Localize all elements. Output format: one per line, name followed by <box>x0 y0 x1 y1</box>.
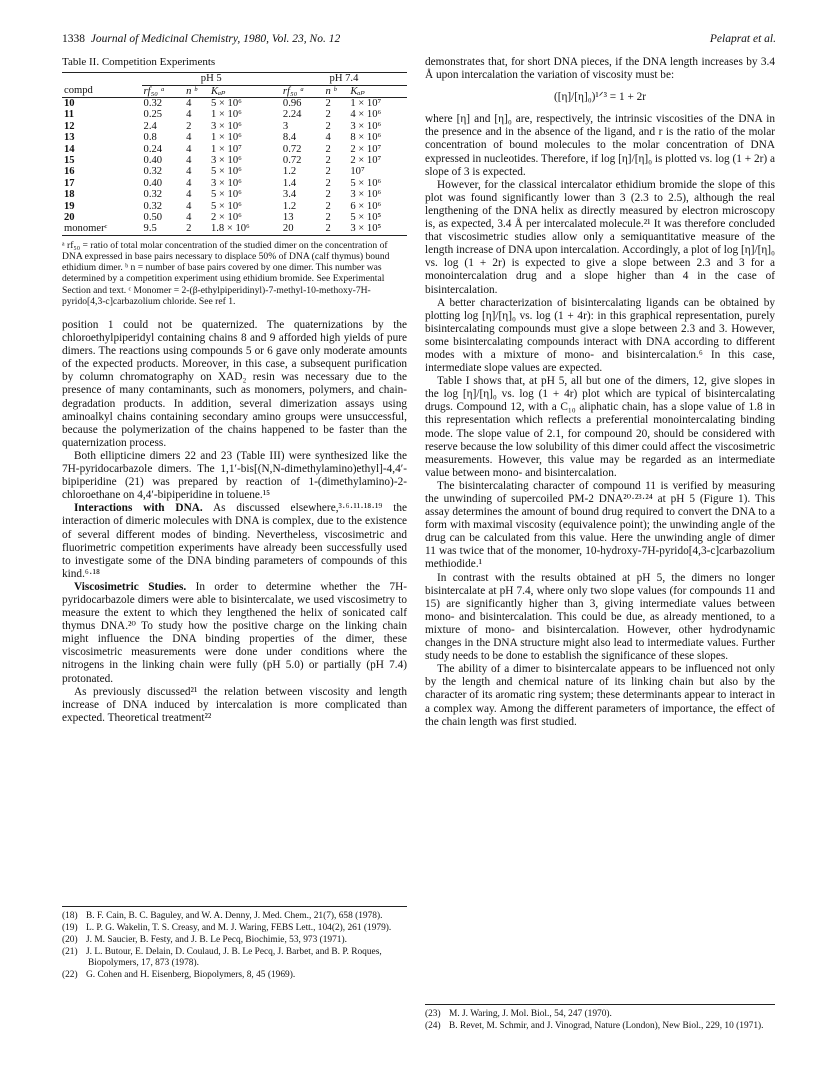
reference-number: (19) <box>62 923 78 933</box>
table-footnote: ᵃ rf₅₀ = ratio of total molar concentration of the studied dimer on the concentration of DNA expressed in base pairs necessary to displace 50% of DNA (calf thymus) bound ethidium dimer. ᵇ n = number of base pairs covered by one dimer. This number was determined by a competition experiment using ethidium bromide. See Experimental Section and text. ᶜ Monomer = 2-(β-ethylpiperidinyl)-7-methyl-10-methoxy-7H-pyrido[4,3-c]carbazolium chloride. See ref 1. <box>62 239 390 307</box>
table-cell-n7: 2 <box>325 189 331 201</box>
references-left <box>62 906 407 982</box>
table-cell-rf7: 0.72 <box>282 143 302 155</box>
right-paragraph-6: The bisintercalating character of compound 11 is verified by measuring the unwinding of supercoiled PM-2 DNA²⁰·²³·²⁴ at pH 5 (Figure 1). This assay determines the amount of bound drug required to convert the DNA to a form with maximal viscosity (equivalence point); the unwinding angle of the drug can be calculated from this value. Here the unwinding angle of dimer 11 was twice that of the monomer, 10-hydroxy-7H-pyrido[4,3-c]carbazolium methiodide.¹ <box>425 479 775 571</box>
table-cell-rf7: 1.4 <box>282 177 297 189</box>
left-paragraph-4-text: In order to determine whether the 7H-pyridocarbazole dimers were able to bisintercalate, we used viscosimetry to measure the extent to which they lengthened the helix of sonicated calf thymus DNA.²⁰ To study how the positive charge on the linking chain might influence the DNA binding properties of the dimer, these viscosimetric measurements were done under conditions where the nitrogens in the linking chain were fully (pH 5.0) or partially (pH 7.4) protonated. <box>62 580 407 685</box>
right-paragraph-8: The ability of a dimer to bisintercalate appears to be influenced not only by the length and chemical nature of its linking chain but also by the character of its aromatic ring system; these determinants appear to interact in a complex way. Among the different parameters of importance, the effect of the chain length was first studied. <box>425 663 775 728</box>
competition-table <box>62 72 407 236</box>
table-cell-rf5: 0.32 <box>143 166 163 178</box>
table-cell-n5: 4 <box>186 97 192 109</box>
right-column <box>425 56 775 729</box>
page-number: 1338 <box>62 33 85 45</box>
table-cell-compd: 19 <box>64 200 75 212</box>
right-paragraph-3: However, for the classical intercalator ethidium bromide the slope of this plot was found significantly lower than 3 (2.3 to 2.5), although the real lengthening of the DNA helix as directly measured by electron microscopy is, as expected, 3.4 Å per intercalated molecule.²¹ It was therefore concluded that viscosimetric studies allow only a semiquantitative measure of the length increase of DNA upon intercalation. Accordingly, a plot of log [η]/[η]₀ vs. log (1 + 2r) is expected to give a slope between 2.3 and 3 for a monointercalation drug and a slope higher than 4 in the case of bisintercalation. <box>425 178 775 296</box>
col-rf-ph74-text: rf₅₀ ᵃ <box>282 85 305 97</box>
table-cell-n7: 2 <box>325 97 331 109</box>
reference-text: J. L. Butour, E. Delain, D. Coulaud, J. B. Le Pecq, J. Barbet, and B. P. Roques, Biopolymers, 17, 873 (1978). <box>86 947 382 968</box>
reference-item <box>62 970 407 981</box>
right-paragraph-5: Table I shows that, at pH 5, all but one of the dimers, 12, give slopes in the log [η]/[η]₀ vs. log (1 + 4r) plot which are typical of bisintercalating drugs. Compound 12, with a C₁₀ aliphatic chain, has a slope value of 1.8 in this representation which reflects a preferential monointercalating binding mode. The slope value of 2.1, for compound 20, should be considered with reserve because the low solubility of this dimer could affect the viscosimetric measurements. However, this value may be regarded as an intermediate value between mono- and bisintercalation. <box>425 375 775 479</box>
col-n-ph5-text: n ᵇ <box>186 85 197 97</box>
table-cell-k5: 5 × 10⁶ <box>210 166 242 178</box>
table-row <box>62 97 407 109</box>
table-row <box>62 121 407 132</box>
table-cell-k5: 3 × 10⁶ <box>210 120 242 132</box>
left-paragraph-5: As previously discussed²¹ the relation between viscosity and length increase of DNA induced by intercalation is more complicated than expected. Theoretical treatment²² <box>62 685 407 724</box>
left-paragraph-3-text: As discussed elsewhere,³·⁶·¹¹·¹⁸·¹⁹ the interaction of dimeric molecules with DNA is complex, due to the existence of several different modes of binding. Nevertheless, viscosimetric and fluorimetric competition experiments have already been successfully used to investigate some of the DNA binding parameters of compounds of this kind.⁶·¹⁸ <box>62 502 407 580</box>
col-kap-ph5-text: Kₐₚ <box>210 85 226 97</box>
table-cell-compd: 11 <box>64 109 75 121</box>
table-cell-rf5: 0.40 <box>143 154 163 166</box>
table-cell-rf7: 2.24 <box>282 109 302 121</box>
table-cell-k7: 2 × 10⁷ <box>350 143 382 155</box>
table-cell-n7: 2 <box>325 143 331 155</box>
reference-number: (24) <box>425 1021 441 1031</box>
reference-item <box>62 911 407 922</box>
table-cell-n5: 4 <box>186 211 192 223</box>
reference-number: (20) <box>62 935 78 945</box>
table-cell-k5: 5 × 10⁶ <box>210 189 242 201</box>
table-cell-compd: 17 <box>64 177 75 189</box>
table-cell-k7: 5 × 10⁶ <box>350 177 382 189</box>
table-header-blank <box>62 73 142 85</box>
table-cell-k7: 1 × 10⁷ <box>350 97 382 109</box>
reference-item <box>62 923 407 934</box>
reference-text: J. M. Saucier, B. Festy, and J. B. Le Pecq, Biochimie, 53, 973 (1971). <box>86 935 347 945</box>
table-cell-rf7: 13 <box>282 211 294 223</box>
table-cell-compd: 20 <box>64 211 75 223</box>
section-heading-viscosimetric: Viscosimetric Studies. <box>74 580 187 593</box>
table-cell-k7: 3 × 10⁶ <box>350 120 382 132</box>
reference-text: B. Revet, M. Schmir, and J. Vinograd, Nature (London), New Biol., 229, 10 (1971). <box>449 1021 764 1031</box>
table-cell-rf5: 0.32 <box>143 189 163 201</box>
table-row <box>62 189 407 200</box>
table-row <box>62 212 407 223</box>
table-cell-k7: 4 × 10⁶ <box>350 109 382 121</box>
reference-text: M. J. Waring, J. Mol. Biol., 54, 247 (1970). <box>449 1009 612 1019</box>
left-paragraph-1: position 1 could not be quaternized. The quaternizations by the chloroethylpiperidyl containing chains 8 and 9 afforded high yields of pure dimers. The reactions using compounds 5 or 6 gave only moderate amounts of the expected products. Moreover, in this case, a subsequent purification by column chromatography on XAD₂ resin was necessary due to the presence of many contaminants, such as monomers, polymers, and chain-degradation products. In addition, several dimerization assays using aminoalkyl chains containing secondary amino groups were unsuccessful, because the polymerization of the chains happened to be faster than the quaternization process. <box>62 319 407 449</box>
table-cell-n7: 2 <box>325 109 331 121</box>
col-rf-ph5 <box>142 85 185 97</box>
table-cell-k5: 3 × 10⁶ <box>210 154 242 166</box>
table-cell-k5: 1 × 10⁶ <box>210 109 242 121</box>
table-cell-n5: 4 <box>186 200 192 212</box>
table-row <box>62 223 407 235</box>
reference-text: G. Cohen and H. Eisenberg, Biopolymers, 8, 45 (1969). <box>86 970 296 980</box>
table-group-ph74: pH 7.4 <box>281 73 407 85</box>
table-cell-n5: 2 <box>184 223 209 235</box>
table-cell-compd: 18 <box>64 189 75 201</box>
reference-text: B. F. Cain, B. C. Baguley, and W. A. Denny, J. Med. Chem., 21(7), 658 (1978). <box>86 911 383 921</box>
table-cell-rf7: 1.2 <box>282 200 297 212</box>
table-cell-k7: 2 × 10⁷ <box>350 154 382 166</box>
table-cell-n7: 4 <box>325 132 331 144</box>
table-cell-k5: 3 × 10⁶ <box>210 177 242 189</box>
table-cell-compd: 15 <box>64 154 75 166</box>
table-cell-rf7: 1.2 <box>282 166 297 178</box>
col-compd: compd <box>62 85 142 97</box>
right-paragraph-7: In contrast with the results obtained at pH 5, the dimers no longer bisintercalate at pH 7.4, where only two slope values (for compounds 11 and 15) are significantly higher than 3, giving intermediate values between mono- and bisintercalation. This could be due, as already mentioned, to a mixture of mono- and bisintercalation. However, other hydrodynamic changes in the DNA structure might also lead to intermediate values. Further study needs to be done to establish the significance of these slopes. <box>425 571 775 663</box>
reference-number: (23) <box>425 1009 441 1019</box>
table-cell-k5: 1 × 10⁶ <box>210 132 242 144</box>
viscosity-equation: ([η]/[η]₀)¹ᐟ³ = 1 + 2r <box>553 91 647 104</box>
table-cell-rf7: 20 <box>281 223 324 235</box>
table-cell-rf5: 0.40 <box>143 177 163 189</box>
table-row <box>62 201 407 212</box>
reference-item <box>62 947 407 969</box>
col-n-ph74-text: n ᵇ <box>325 85 337 97</box>
left-column <box>62 56 407 725</box>
table-cell-n5: 4 <box>186 189 192 201</box>
reference-item <box>425 1009 775 1020</box>
table-body <box>62 97 407 235</box>
table-cell-compd: 14 <box>64 143 75 155</box>
table-cell-k5: 5 × 10⁶ <box>210 200 242 212</box>
table-cell-rf5: 0.32 <box>143 200 163 212</box>
table-cell-rf5: 0.25 <box>143 109 163 121</box>
header-authors: Pelaprat et al. <box>709 33 776 45</box>
table-cell-rf7: 8.4 <box>282 132 297 144</box>
header-left <box>62 33 340 45</box>
table-cell-k7: 3 × 10⁵ <box>348 223 407 235</box>
table-row <box>62 155 407 166</box>
table-cell-n5: 4 <box>186 166 192 178</box>
table-cell-k5: 5 × 10⁶ <box>210 97 242 109</box>
table-cell-k5: 1.8 × 10⁶ <box>209 223 281 235</box>
col-n-ph74 <box>323 85 348 97</box>
table-cell-rf5: 0.32 <box>143 97 163 109</box>
table-cell-n7: 2 <box>325 166 331 178</box>
left-paragraph-2: Both ellipticine dimers 22 and 23 (Table III) were synthesized like the 7H-pyridocarbazole dimers. The 1,1′-bis[(N,N-dimethylamino)ethyl]-4,4′-bipiperidine (21) was prepared by reaction of 1-(dimethylamino)-2-chloroethane on 4,4′-bipiperidine in toluene.¹⁵ <box>62 449 407 502</box>
left-paragraph-3 <box>62 502 407 581</box>
table-cell-n7: 2 <box>325 177 331 189</box>
table-cell-k7: 6 × 10⁶ <box>350 200 382 212</box>
table-row <box>62 109 407 120</box>
table-cell-k5: 1 × 10⁷ <box>210 143 242 155</box>
col-kap-ph74 <box>348 85 407 97</box>
table-cell-n7: 2 <box>325 211 331 223</box>
table-row <box>62 144 407 155</box>
table-title: Table II. Competition Experiments <box>62 56 216 68</box>
table-cell-compd: 10 <box>64 97 75 109</box>
table-cell-k5: 2 × 10⁶ <box>210 211 242 223</box>
table-cell-n7: 2 <box>323 223 348 235</box>
journal-citation: Journal of Medicinal Chemistry, 1980, Vol. 23, No. 12 <box>90 33 341 45</box>
col-n-ph5 <box>184 85 209 97</box>
table-cell-k7: 10⁷ <box>350 166 365 178</box>
col-rf-ph5-text: rf₅₀ ᵃ <box>143 85 165 97</box>
col-kap-ph5 <box>209 85 281 97</box>
table-cell-rf5: 0.8 <box>143 132 157 144</box>
table-cell-n7: 2 <box>325 154 331 166</box>
table-cell-n5: 4 <box>186 132 192 144</box>
section-heading-interactions: Interactions with DNA. <box>74 502 203 515</box>
right-paragraph-4: A better characterization of bisintercalating ligands can be obtained by plotting log [η]/[η]₀ vs. log (1 + 4r): in this graphical representation, purely bisintercalating compounds must give a slope between 2.3 and 3. However, some bisintercalating compounds interact with DNA according to different modes with a mixture of mono- and bisintercalation.⁶ In this case, intermediate slope values are expected. <box>425 296 775 375</box>
table-cell-rf5: 0.24 <box>143 143 163 155</box>
table-cell-n5: 4 <box>186 154 192 166</box>
right-paragraph-1: demonstrates that, for short DNA pieces, if the DNA length increases by 3.4 Å upon intercalation the variation of viscosity must be: <box>425 56 775 82</box>
reference-number: (22) <box>62 970 78 980</box>
references-right <box>425 1004 775 1033</box>
table-cell-rf5: 9.5 <box>142 223 185 235</box>
table-cell-k7: 3 × 10⁶ <box>350 189 382 201</box>
table-cell-compd: 12 <box>64 120 75 132</box>
table-cell-rf5: 2.4 <box>143 120 157 132</box>
table-cell-n7: 2 <box>325 120 331 132</box>
reference-item <box>425 1021 775 1032</box>
running-header <box>62 33 776 49</box>
table-group-ph5: pH 5 <box>142 73 281 85</box>
table-cell-k7: 5 × 10⁵ <box>350 211 382 223</box>
reference-text: L. P. G. Wakelin, T. S. Creasy, and M. J. Waring, FEBS Lett., 104(2), 261 (1979). <box>86 923 392 933</box>
reference-item <box>62 935 407 946</box>
table-cell-rf7: 3.4 <box>282 189 297 201</box>
reference-number: (18) <box>62 911 78 921</box>
table-cell-compd: monomerᶜ <box>62 223 142 235</box>
table-cell-rf7: 0.96 <box>282 97 302 109</box>
table-cell-n7: 2 <box>325 200 331 212</box>
right-paragraph-2: where [η] and [η]₀ are, respectively, the intrinsic viscosities of the DNA in the presence and in the absence of the ligand, and r is the ratio of the molar concentration of bound molecules to the molar concentration of DNA expressed in nucleotides. Therefore, if log [η]/[η]₀ is plotted vs. log (1 + 2r) a slope of 3 is expected. <box>425 113 775 178</box>
table-cell-n5: 4 <box>186 177 192 189</box>
table-cell-n5: 4 <box>186 109 192 121</box>
table-row <box>62 178 407 189</box>
left-paragraph-4 <box>62 581 407 686</box>
table-cell-rf7: 3 <box>282 120 289 132</box>
col-rf-ph74 <box>281 85 324 97</box>
table-cell-rf7: 0.72 <box>282 154 302 166</box>
reference-number: (21) <box>62 947 78 957</box>
table-row <box>62 132 407 143</box>
table-cell-rf5: 0.50 <box>143 211 163 223</box>
table-cell-k7: 8 × 10⁶ <box>350 132 382 144</box>
col-kap-ph74-text: Kₐₚ <box>350 85 365 97</box>
table-cell-n5: 2 <box>186 120 192 132</box>
table-cell-compd: 13 <box>64 132 75 144</box>
table-cell-n5: 4 <box>186 143 192 155</box>
table-cell-compd: 16 <box>64 166 75 178</box>
table-row <box>62 166 407 177</box>
